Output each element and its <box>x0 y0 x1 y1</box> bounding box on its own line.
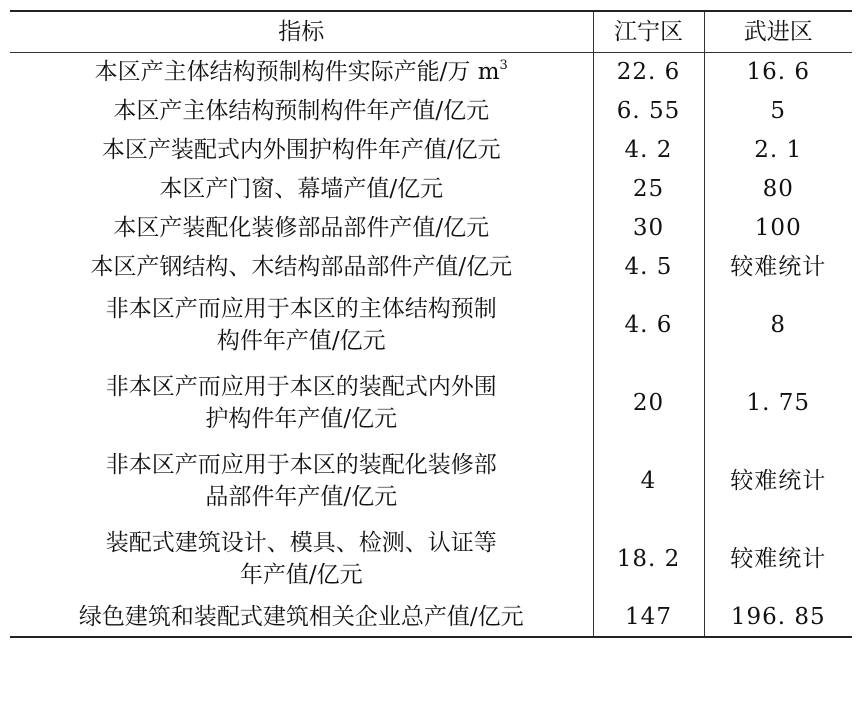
row-indicator-line2: 构件年产值/亿元 <box>216 328 386 354</box>
cell-jiangning: 30 <box>593 208 704 247</box>
cell-jiangning: 22. 6 <box>593 52 704 91</box>
row-indicator-line1: 装配式建筑设计、模具、检测、认证等 <box>105 530 497 556</box>
row-indicator <box>10 442 593 520</box>
table-row <box>10 286 852 364</box>
header-jiangning: 江宁区 <box>593 11 704 52</box>
row-indicator-line2: 护构件年产值/亿元 <box>205 406 398 432</box>
cell-wujin: 较难统计 <box>704 442 852 520</box>
header-indicator: 指标 <box>278 18 325 45</box>
cell-jiangning: 25 <box>593 169 704 208</box>
cell-wujin: 100 <box>704 208 852 247</box>
cell-wujin: 80 <box>704 169 852 208</box>
cell-wujin: 16. 6 <box>704 52 852 91</box>
row-indicator-line2: 品部件年产值/亿元 <box>205 484 398 510</box>
cell-wujin: 1. 75 <box>704 364 852 442</box>
row-indicator: 本区产门窗、幕墙产值/亿元 <box>159 175 444 202</box>
table-row <box>10 208 852 247</box>
cell-jiangning: 20 <box>593 364 704 442</box>
row-indicator-line2: 年产值/亿元 <box>239 562 363 588</box>
cell-jiangning: 4. 6 <box>593 286 704 364</box>
cell-jiangning: 147 <box>593 598 704 637</box>
table-row <box>10 598 852 637</box>
row-indicator <box>10 520 593 598</box>
cell-wujin: 2. 1 <box>704 130 852 169</box>
superscript: 3 <box>499 57 508 73</box>
cell-wujin: 5 <box>704 91 852 130</box>
cell-jiangning: 4. 5 <box>593 247 704 286</box>
table-row <box>10 52 852 91</box>
cell-wujin: 较难统计 <box>704 247 852 286</box>
row-indicator-text: 本区产主体结构预制构件实际产能/万 m <box>94 58 500 85</box>
cell-jiangning: 18. 2 <box>593 520 704 598</box>
row-indicator <box>10 364 593 442</box>
row-indicator: 本区产主体结构预制构件年产值/亿元 <box>113 97 490 124</box>
table-row <box>10 91 852 130</box>
cell-jiangning: 6. 55 <box>593 91 704 130</box>
indicator-table <box>10 10 852 638</box>
row-indicator: 本区产钢结构、木结构部品部件产值/亿元 <box>90 253 513 280</box>
table-container <box>10 10 852 638</box>
table-row <box>10 520 852 598</box>
row-indicator: 绿色建筑和装配式建筑相关企业总产值/亿元 <box>78 604 524 630</box>
table-row <box>10 247 852 286</box>
cell-wujin: 8 <box>704 286 852 364</box>
row-indicator: 本区产装配式内外围护构件年产值/亿元 <box>101 136 501 163</box>
cell-wujin: 196. 85 <box>704 598 852 637</box>
row-indicator: 本区产装配化装修部品部件产值/亿元 <box>113 214 490 241</box>
row-indicator-line1: 非本区产而应用于本区的主体结构预制 <box>105 296 497 322</box>
header-row <box>10 11 852 52</box>
cell-jiangning: 4. 2 <box>593 130 704 169</box>
cell-jiangning: 4 <box>593 442 704 520</box>
row-indicator-line1: 非本区产而应用于本区的装配式内外围 <box>105 374 497 400</box>
row-indicator <box>10 52 593 91</box>
row-indicator-line1: 非本区产而应用于本区的装配化装修部 <box>105 452 497 478</box>
table-row <box>10 442 852 520</box>
table-row <box>10 364 852 442</box>
cell-wujin: 较难统计 <box>704 520 852 598</box>
row-indicator <box>10 286 593 364</box>
header-wujin: 武进区 <box>704 11 852 52</box>
table-row <box>10 169 852 208</box>
table-row <box>10 130 852 169</box>
